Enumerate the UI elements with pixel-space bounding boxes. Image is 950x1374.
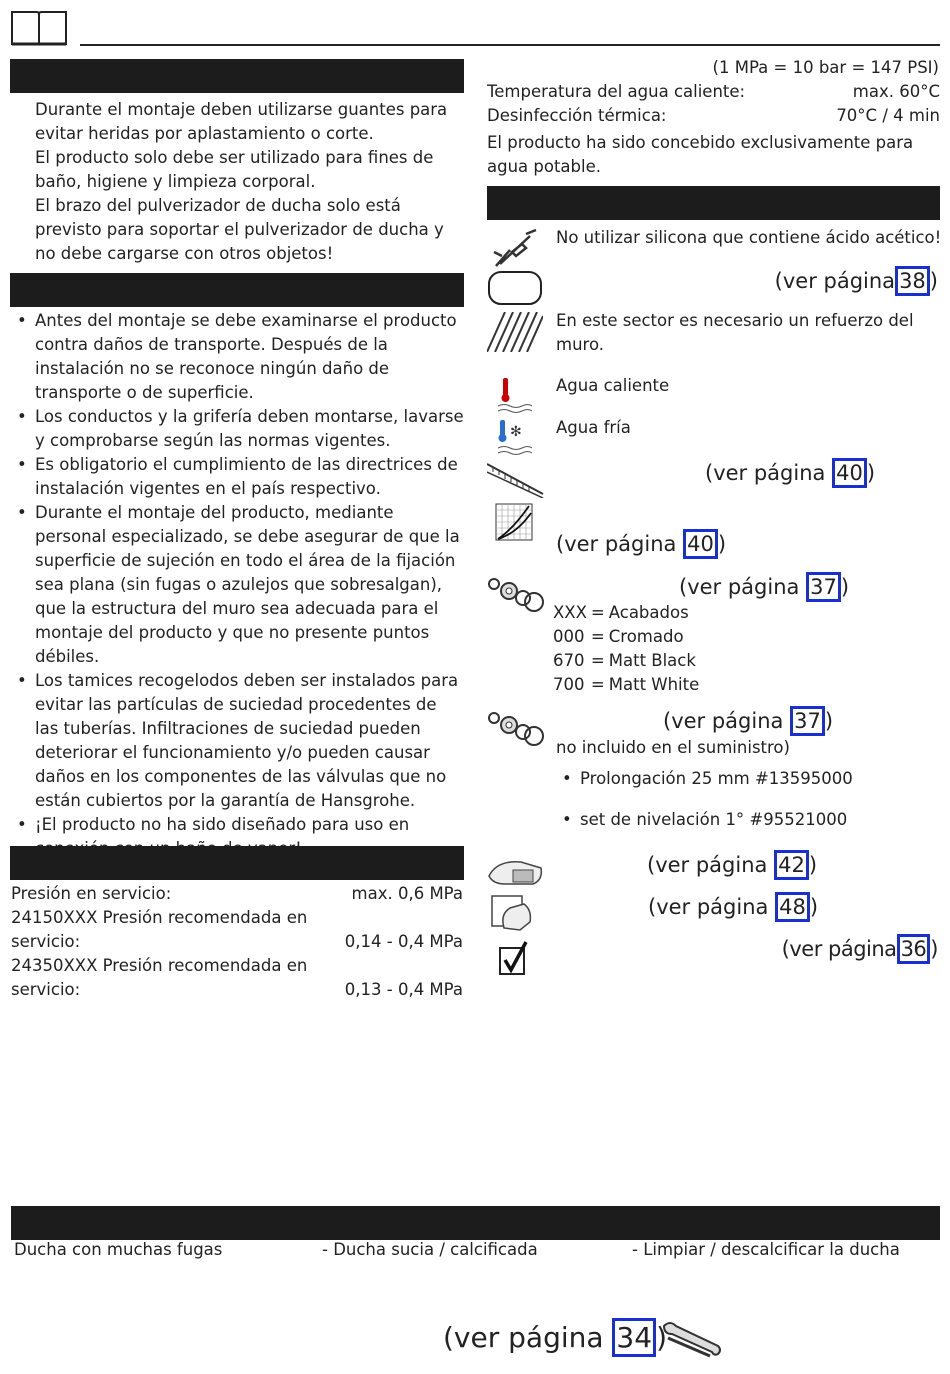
list-item: • Es obligatorio el cumplimiento de las directrices de instalación vigentes en el país respectivo.: [11, 453, 465, 501]
trouble-cause: - Ducha sucia / calcificada: [322, 1240, 538, 1259]
ruler-icon: [487, 460, 545, 502]
symbols-heading-bar: [487, 186, 940, 220]
install-list: [11, 309, 465, 861]
list-item: • Prolongación 25 mm #13595000: [556, 767, 936, 791]
pressure-label: Presión en servicio:: [11, 884, 172, 903]
cleaning-hand-icon: [487, 850, 545, 892]
header-rule: [80, 44, 940, 46]
list-item: • Los conductos y la grifería deben montarse, lavarse y comprobarse según las normas vigentes.: [11, 405, 465, 453]
rec-pressure-1-label: 24150XXX Presión recomendada en servicio:: [11, 908, 308, 951]
table-row: 670 = Matt Black: [553, 651, 696, 670]
trouble-remedy: - Limpiar / descalcificar la ducha: [632, 1240, 900, 1259]
silicone-note: No utilizar silicona que contiene ácido acético!: [556, 228, 942, 247]
trouble-problem: Ducha con muchas fugas: [14, 1240, 223, 1259]
pressure-value: max. 0,6 MPa: [351, 884, 463, 903]
cold-water-icon: [496, 418, 532, 460]
list-item: • Los tamices recogelodos deben ser instalados para evitar las partículas de suciedad procedentes de las tuberías. Infiltraciones de suciedad pueden deteriorar el funcionamiento y/o pueden causar daños en los componentes de las válvulas que no están cubiertos por la garantía de Hansgrohe.: [11, 669, 465, 813]
rounded-rect-icon: [487, 270, 543, 310]
page-ref-40-b[interactable]: (ver página 40 ): [556, 529, 726, 559]
disinfection-row: Desinfección térmica: 70°C / 4 min: [487, 106, 940, 125]
page-ref-38[interactable]: (ver página 38 ): [775, 266, 938, 296]
page-ref-36[interactable]: (ver página 36 ): [782, 934, 938, 964]
install-heading-bar: [10, 273, 464, 307]
table-row: XXX = Acabados: [553, 603, 689, 622]
fittings-icon: [487, 574, 547, 618]
page-ref-37-b[interactable]: (ver página 37 ): [663, 706, 833, 736]
safety-line: Durante el montaje deben utilizarse guantes para evitar heridas por aplastamiento o corte.: [35, 100, 448, 143]
page-ref-37-a[interactable]: (ver página 37 ): [679, 572, 849, 602]
safety-line: El producto solo debe ser utilizado para fines de baño, higiene y limpieza corporal.: [35, 148, 434, 191]
safety-heading-bar: [10, 59, 464, 93]
pressure-row: [11, 882, 463, 906]
flow-chart-icon: [495, 503, 533, 545]
accessory-list: [556, 767, 936, 832]
hand-tool-icon: [490, 892, 536, 936]
hot-temp-row: Temperatura del agua caliente: max. 60°C: [487, 82, 940, 101]
checkbox-checked-icon: [498, 940, 530, 980]
potable-note: El producto ha sido concebido exclusivamente para agua potable.: [487, 133, 914, 176]
list-item: • ¡El producto no ha sido diseñado para uso en: [11, 813, 465, 861]
fittings-icon: [487, 708, 547, 752]
svg-text:✻: ✻: [510, 424, 522, 440]
list-item: • set de nivelación 1° #95521000: [556, 808, 936, 832]
hot-water-icon: [496, 376, 532, 418]
wrench-icon: [660, 1320, 722, 1362]
hot-water-label: Agua caliente: [556, 376, 670, 395]
mpa-note: (1 MPa = 10 bar = 147 PSI): [712, 58, 939, 77]
silicone-gun-icon: [490, 226, 540, 272]
trouble-heading-bar: [11, 1206, 940, 1240]
list-item: • Antes del montaje se debe examinarse el producto contra daños de transporte. Después de la instalación no se reconoce ningún daño de transporte o de superficie.: [11, 309, 465, 405]
safety-text: [35, 98, 465, 266]
rec-pressure-2-value: 0,13 - 0,4 MPa: [344, 980, 463, 999]
finish-table: [553, 601, 703, 697]
safety-line: El brazo del pulverizador de ducha solo está previsto para soportar el pulverizador de ducha y no debe cargarse con otros objetos!: [35, 196, 444, 263]
page-ref-42[interactable]: (ver página 42 ): [647, 850, 817, 880]
wall-note: En este sector es necesario un refuerzo del muro.: [556, 311, 914, 354]
table-row: 000 = Cromado: [553, 627, 684, 646]
rec-pressure-1-value: 0,14 - 0,4 MPa: [344, 932, 463, 951]
rec-pressure-2-label: 24350XXX Presión recomendada en servicio:: [11, 956, 308, 999]
page-ref-40-a[interactable]: (ver página 40 ): [705, 458, 875, 488]
page-ref-48[interactable]: (ver página 48 ): [648, 892, 818, 922]
tech-heading-bar: [10, 846, 464, 880]
table-row: 700 = Matt White: [553, 675, 700, 694]
wall-hatch-icon: [487, 312, 543, 356]
page-ref-34[interactable]: (ver página 34 ): [443, 1318, 667, 1358]
cold-water-label: Agua fría: [556, 418, 631, 437]
book-icon: [10, 10, 68, 52]
not-included-note: no incluido en el suministro): [556, 738, 790, 757]
list-item: • Durante el montaje del producto, mediante personal especializado, se debe asegurar de que la superficie de sujeción en todo el área de la fijación sea plana (sin fugas o azulejos que sobresalgan), que la estructura del muro sea adecuada para el montaje del producto y que no presente puntos débiles.: [11, 501, 465, 669]
